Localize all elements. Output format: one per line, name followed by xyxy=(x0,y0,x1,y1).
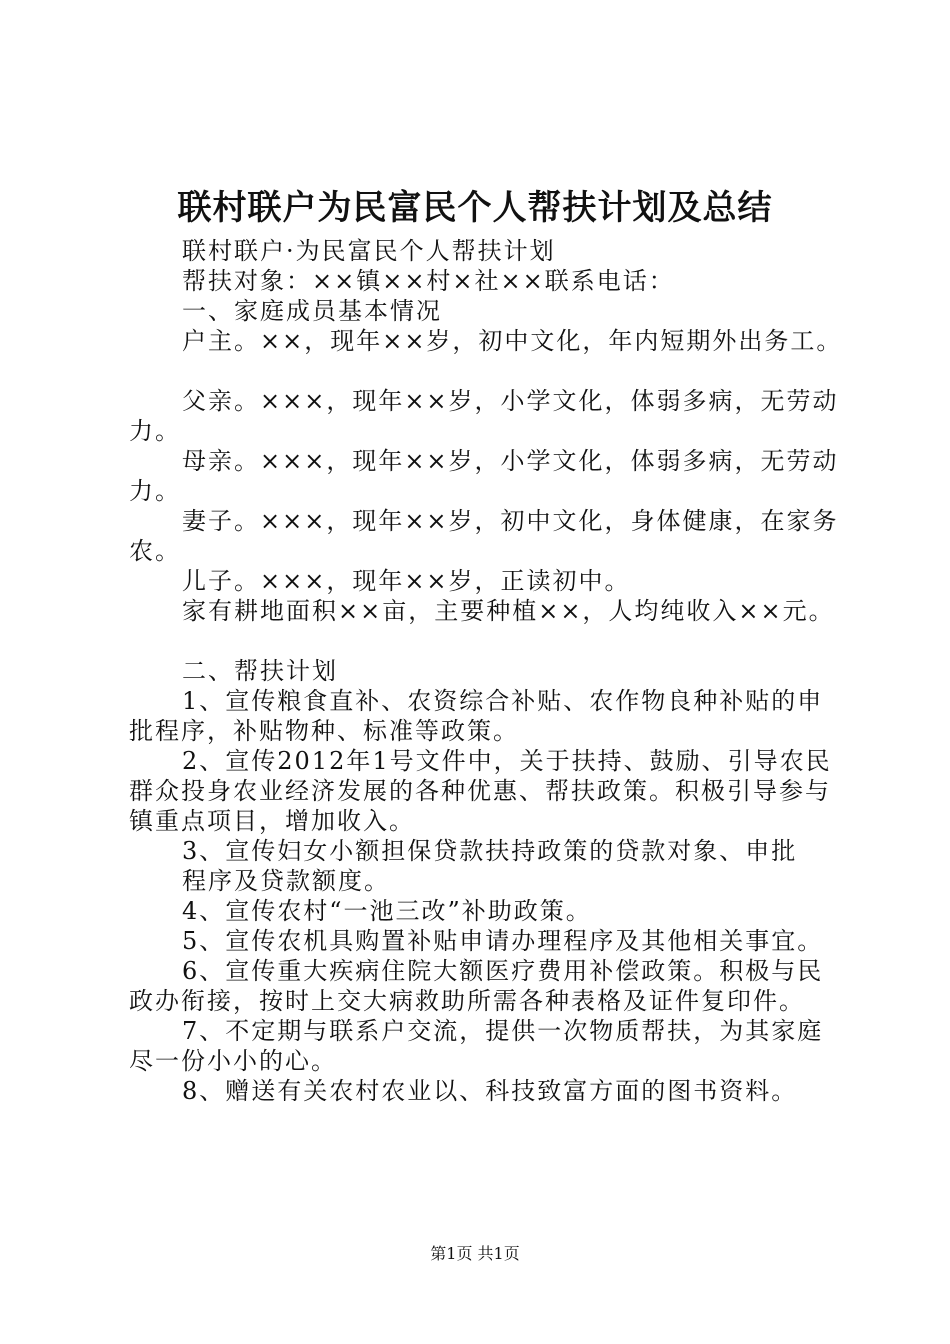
plan-item-4: 4、宣传农村“一池三改”补助政策。 xyxy=(182,897,592,925)
blank-line xyxy=(129,356,841,386)
member-son: 儿子。×××，现年××岁，正读初中。 xyxy=(182,567,631,595)
plan-item-6: 6、宣传重大疾病住院大额医疗费用补偿政策。积极与民政办衔接，按时上交大病救助所需各种表格及证件复印件。 xyxy=(129,957,824,1015)
plan-item-5: 5、宣传农机具购置补贴申请办理程序及其他相关事宜。 xyxy=(182,927,824,955)
plan-item-2: 2、宣传2012年1号文件中，关于扶持、鼓励、引导农民群众投身农业经济发展的各种优惠、帮扶政策。积极引导参与镇重点项目，增加收入。 xyxy=(129,747,832,835)
member-father: 父亲。×××，现年××岁，小学文化，体弱多病，无劳动力。 xyxy=(129,387,839,445)
plan-item-3-line-1: 3、宣传妇女小额担保贷款扶持政策的贷款对象、申批 xyxy=(182,837,798,865)
target-line: 帮扶对象：××镇××村×社××联系电话： xyxy=(182,267,675,295)
document-title: 联村联户为民富民个人帮扶计划及总结 xyxy=(177,188,773,228)
blank-line xyxy=(129,626,841,656)
document-body xyxy=(129,236,841,1106)
member-mother: 母亲。×××，现年××岁，小学文化，体弱多病，无劳动力。 xyxy=(129,447,839,505)
member-wife: 妻子。×××，现年××岁，初中文化，身体健康，在家务农。 xyxy=(129,507,839,565)
plan-item-8: 8、赠送有关农村农业以、科技致富方面的图书资料。 xyxy=(182,1077,798,1105)
plan-item-3-line-2: 程序及贷款额度。 xyxy=(182,867,390,895)
member-householder: 户主。××，现年××岁，初中文化，年内短期外出务工。 xyxy=(182,327,843,355)
subtitle: 联村联户·为民富民个人帮扶计划 xyxy=(182,237,556,265)
land-income-line: 家有耕地面积××亩，主要种植××，人均纯收入××元。 xyxy=(182,597,835,625)
section-heading-family: 一、家庭成员基本情况 xyxy=(182,297,442,325)
page-number-footer: 第1页 共1页 xyxy=(430,1244,520,1263)
plan-item-1: 1、宣传粮食直补、农资综合补贴、农作物良种补贴的申批程序，补贴物种、标准等政策。 xyxy=(129,687,824,745)
section-heading-plan: 二、帮扶计划 xyxy=(182,657,338,685)
plan-item-7: 7、不定期与联系户交流，提供一次物质帮扶，为其家庭尽一份小小的心。 xyxy=(129,1017,824,1075)
